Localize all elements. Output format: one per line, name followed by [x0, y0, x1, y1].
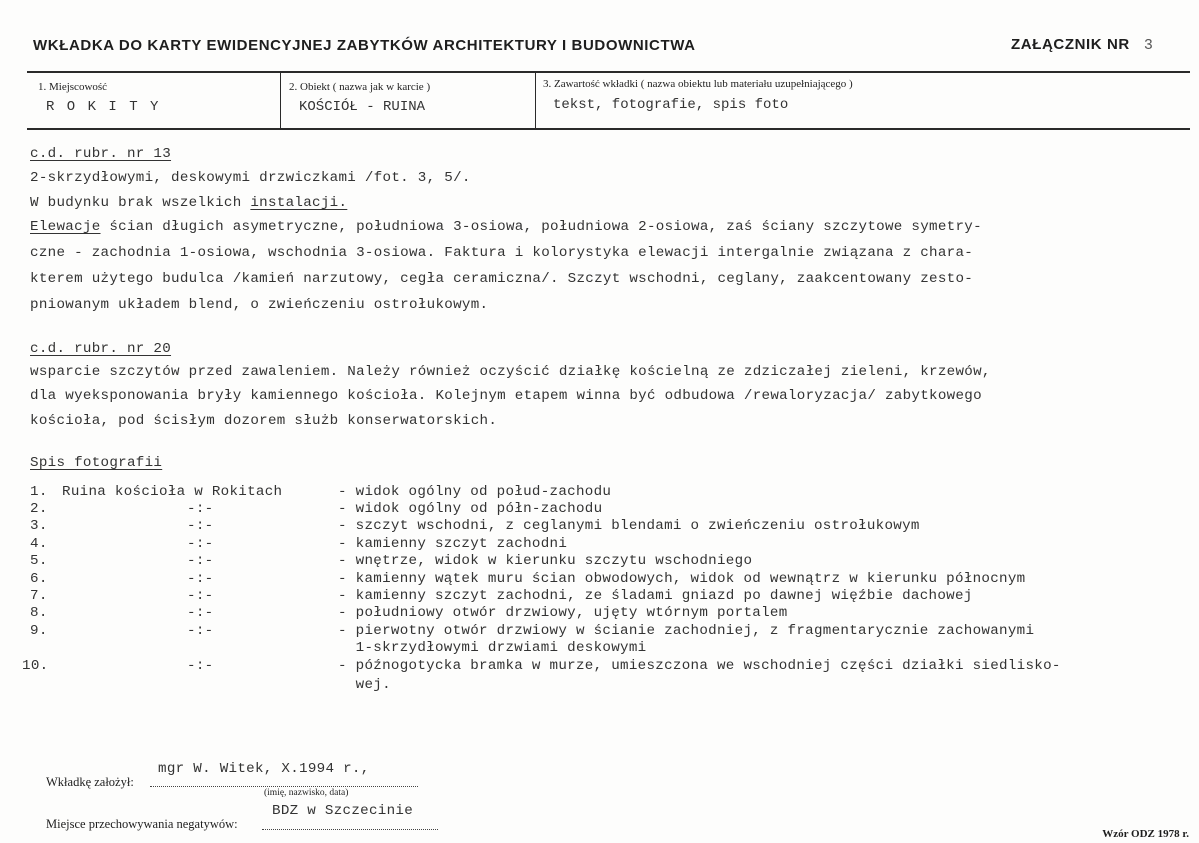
photo-description-continued: wej. [338, 677, 391, 693]
photo-place: -:- [187, 623, 214, 639]
field-2-label: 2. Obiekt ( nazwa jak w karcie ) [289, 81, 431, 93]
field-1-label: 1. Miejscowość [38, 81, 108, 93]
section-2-heading: c.d. rubr. nr 20 [30, 341, 172, 357]
field-1-value: R O K I T Y [46, 99, 161, 115]
line-3-underlined: Elewacje [30, 219, 101, 235]
field-divider-2 [535, 73, 536, 128]
section-1-line-4: czne - zachodnia 1-osiowa, wschodnia 3-osiowa. Faktura i kolorystyka elewacji intergalnie związana z chara- [30, 245, 974, 261]
photo-row [30, 484, 48, 500]
section-2-line-1: wsparcie szczytów przed zawaleniem. Należy również oczyścić działkę kościelną ze zdziczałej zieleni, krzewów, [30, 364, 991, 380]
photo-number: 7. [30, 588, 48, 604]
photo-number: 6. [30, 571, 48, 587]
photo-number: 1. [30, 484, 48, 500]
photo-description: - południowy otwór drzwiowy, ujęty wtórnym portalem [338, 605, 788, 621]
author-hint: (imię, nazwisko, data) [264, 788, 349, 798]
photo-place: -:- [187, 605, 214, 621]
photo-number: 8. [30, 605, 48, 621]
field-2-value: KOŚCIÓŁ - RUINA [299, 99, 426, 115]
photo-description: - kamienny szczyt zachodni [338, 536, 568, 552]
section-2-line-3: kościoła, pod ścisłym dozorem służb konserwatorskich. [30, 413, 498, 429]
photo-place: -:- [187, 501, 214, 517]
photo-number: 9. [30, 623, 48, 639]
photo-description: - pierwotny otwór drzwiowy w ścianie zachodniej, z fragmentarycznie zachowanymi [338, 623, 1035, 639]
attachment-number: 3 [1143, 37, 1154, 54]
author-value: mgr W. Witek, X.1994 r., [158, 761, 370, 777]
section-1-line-6: pniowanym układem blend, o zwieńczeniu ostrołukowym. [30, 297, 489, 313]
section-1-heading: c.d. rubr. nr 13 [30, 146, 172, 162]
line-2-text: W budynku brak wszelkich [30, 195, 251, 211]
photo-description-continued: 1-skrzydłowymi drzwiami deskowymi [338, 640, 647, 656]
storage-dotted-line [262, 829, 438, 830]
form-title: WKŁADKA DO KARTY EWIDENCYJNEJ ZABYTKÓW ARCHITEKTURY I BUDOWNICTWA [33, 37, 696, 54]
photo-description: - widok ogólny od połud-zachodu [338, 484, 612, 500]
form-code: Wzór ODZ 1978 r. [1102, 828, 1189, 840]
attachment-label: ZAŁĄCZNIK NR [1011, 36, 1130, 53]
fields-bottom-rule [27, 128, 1190, 130]
photo-number: 4. [30, 536, 48, 552]
line-2-underlined: instalacji. [250, 195, 348, 211]
top-rule [27, 71, 1190, 73]
photo-number: 3. [30, 518, 48, 534]
line-3-text: ścian długich asymetryczne, południowa 3-osiowa, południowa 2-osiowa, zaś ściany szczytowe symetry- [100, 219, 982, 235]
photo-description: - wnętrze, widok w kierunku szczytu wschodniego [338, 553, 753, 569]
photo-place: -:- [187, 658, 214, 674]
photo-number: 10. [22, 658, 49, 674]
storage-label: Miejsce przechowywania negatywów: [46, 817, 238, 831]
photo-place: -:- [187, 571, 214, 587]
author-label: Wkładkę założył: [46, 775, 134, 789]
section-1-line-3 [30, 219, 982, 235]
photo-place: -:- [187, 518, 214, 534]
photo-description: - kamienny szczyt zachodni, ze śladami gniazd po dawnej więźbie dachowej [338, 588, 973, 604]
photo-place: -:- [187, 536, 214, 552]
photo-description: - kamienny wątek muru ścian obwodowych, widok od wewnątrz w kierunku północnym [338, 571, 1026, 587]
field-3-value: tekst, fotografie, spis foto [553, 97, 789, 113]
attachment-number-label [1011, 36, 1153, 54]
photos-heading: Spis fotografii [30, 455, 163, 471]
photo-place: -:- [187, 588, 214, 604]
section-1-line-1: 2-skrzydłowymi, deskowymi drzwiczkami /fot. 3, 5/. [30, 170, 471, 186]
photo-place: Ruina kościoła w Rokitach [62, 484, 283, 500]
section-1-line-2 [30, 195, 347, 211]
photo-description: - widok ogólny od półn-zachodu [338, 501, 603, 517]
photo-place: -:- [187, 553, 214, 569]
author-dotted-line [150, 786, 418, 787]
section-2-line-2: dla wyeksponowania bryły kamiennego kościoła. Kolejnym etapem winna być odbudowa /rewaloryzacja/ zabytkowego [30, 388, 982, 404]
photo-description: - szczyt wschodni, z ceglanymi blendami o zwieńczeniu ostrołukowym [338, 518, 920, 534]
section-1-line-5: kterem użytego budulca /kamień narzutowy, cegła ceramiczna/. Szczyt wschodni, ceglany, zaakcentowany zesto- [30, 271, 974, 287]
photo-number: 5. [30, 553, 48, 569]
photo-description: - późnogotycka bramka w murze, umieszczona we wschodniej części działki siedlisko- [338, 658, 1061, 674]
photo-number: 2. [30, 501, 48, 517]
field-3-label: 3. Zawartość wkładki ( nazwa obiektu lub materiału uzupełniającego ) [543, 78, 853, 90]
field-divider-1 [280, 73, 281, 128]
storage-value: BDZ w Szczecinie [272, 803, 414, 819]
